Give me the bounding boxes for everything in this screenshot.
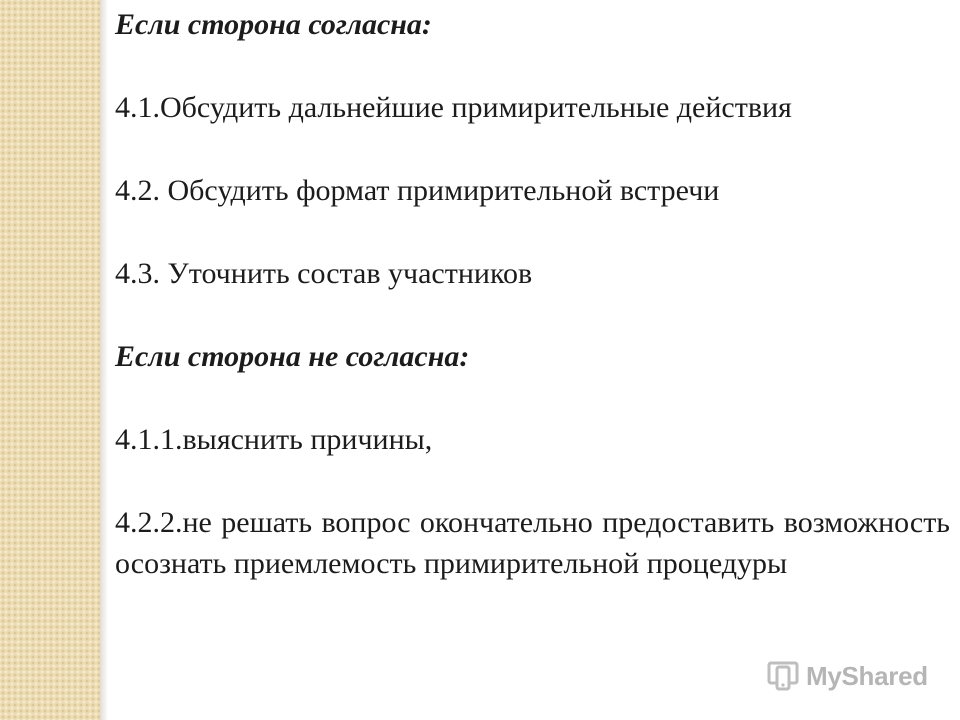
item-4-1: 4.1.Обсудить дальнейшие примирительные действия [115, 91, 792, 124]
heading-party-agrees: Если сторона согласна: [115, 8, 432, 41]
item-4-3: 4.3. Уточнить состав участников [115, 257, 533, 290]
myshared-watermark [766, 656, 928, 696]
decorative-side-strip [0, 0, 100, 720]
item-4-2: 4.2. Обсудить формат примирительной встречи [115, 174, 720, 207]
heading-party-disagrees: Если сторона не согласна: [115, 340, 470, 373]
slide-content [115, 4, 950, 584]
side-strip-shadow [100, 0, 108, 720]
mobile-presentation-icon [766, 659, 800, 693]
watermark-brand-text: MyShared [806, 660, 928, 691]
item-4-2-2: 4.2.2.не решать вопрос окончательно предоставить возможность осознать приемлемость примирительной процедуры [115, 506, 950, 580]
item-4-1-1: 4.1.1.выяснить причины, [115, 423, 433, 456]
